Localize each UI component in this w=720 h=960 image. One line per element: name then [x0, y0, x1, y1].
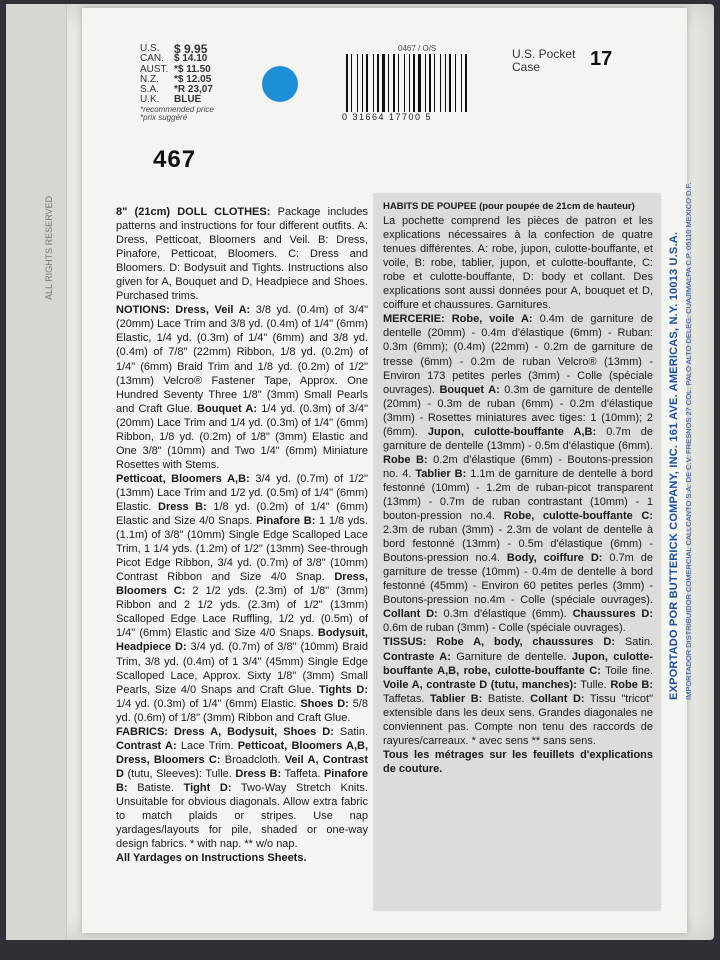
color-dot	[262, 66, 298, 102]
price-row: U.S. $ 9.95	[140, 42, 208, 56]
barcode-bar	[357, 54, 358, 112]
barcode-bar	[377, 54, 379, 112]
envelope-flap	[6, 4, 67, 940]
rights-text: ALL RIGHTS RESERVED	[44, 195, 54, 300]
price-note: *prix suggéré	[140, 112, 188, 122]
barcode-bar	[396, 54, 397, 112]
barcode-bar	[416, 54, 417, 112]
barcode-bar	[359, 54, 361, 112]
barcode-bar	[449, 54, 451, 112]
barcode-bar	[400, 54, 403, 112]
barcode-bar	[425, 54, 426, 112]
barcode-bar	[422, 54, 424, 112]
barcode-bar	[457, 54, 460, 112]
barcode-bar	[442, 54, 444, 112]
pattern-number: 467	[153, 146, 197, 173]
barcode-bar	[468, 54, 469, 112]
barcode	[346, 54, 491, 112]
price-row: AUST. *$ 11.50	[140, 63, 211, 75]
barcode-bar	[369, 54, 372, 112]
barcode-bar	[465, 54, 467, 112]
price-list	[140, 44, 214, 122]
pocket-case-number: 17	[590, 48, 613, 70]
barcode-bar	[429, 54, 431, 112]
barcode-bar	[349, 54, 350, 112]
barcode-bar	[353, 54, 356, 112]
barcode-bar	[380, 54, 381, 112]
barcode-bar	[427, 54, 428, 112]
barcode-bar	[375, 54, 376, 112]
barcode-bar	[452, 54, 454, 112]
barcode-bar	[418, 54, 421, 112]
barcode-bar	[364, 54, 365, 112]
barcode-bar	[366, 54, 368, 112]
french-description: HABITS DE POUPEE (pour poupée de 21cm de hauteur) La pochette comprend les pièces de patron et les explications nécessaires à la confection de quatre tenues différentes. A: robe, jupon, culotte-bouffante, et voile, B: robe, tablier, jupon, et culotte-bouffante, C: robe et culotte-bouffante, D: body et collant. Des explications sont aussi données pour A, bouquet et D, coiffure et chaussures. Garnitures. MERCERIE: Robe, voile A: 0.4m de garniture de dentelle (20mm) - 0.4m d'élastique (6mm) - Ruban: 0.3m (6mm); (0.4m) (22mm) - 0.2m de garniture de tresse (6mm) - 0.2m de ruban Velcro® (13mm) - Environ 173 petites perles (3mm) - Colle (spéciale ouvrages). Bouquet A: 0.3m de garniture de dentelle (20mm) - 0.3m de ruban (6mm) - 0.2m d'élastique (3mm) - Rosettes miniatures avec tiges: 1 (10mm); 2 (6mm). Jupon, culotte-bouffante A,B: 0.7m de garniture de dentelle (13mm) - 0.5m d'élastique (6mm). Robe B: 0.2m d'élastique (6mm) - Boutons-pression no. 4. Tablier B: 1.1m de garniture de dentelle à bord festonné (10mm) - 1.2m de ruban-picot transparent (13mm) - 0.7m de ruban contrastant (10mm) - 1 bouton-pression no.4. Robe, culotte-bouffante C: 2.3m de ruban (3mm) - 2.3m de volant de dentelle à bord festonné (13mm) - 0.5m d'élastique (6mm) - Boutons-pression no.4. Body, coiffure D: 0.7m de garniture de tresse (10mm) - 0.4m de dentelle à bord festonné (45mm) - Environ 60 petites perles (3mm) - Boutons-pression no.4m - Colle (spéciale ouvrages). Collant D: 0.3m d'élastique (6mm). Chaussures D: 0.6m de ruban (3mm) - Colle (spéciale ouvrages). TISSUS: Robe A, body, chaussures D: Satin. Contraste A: Garniture de dentelle. Jupon, culotte-bouffante A,B, robe, culotte-bouffante C: Toile fine. Voile A, contraste D (tutu, manches): Tulle. Robe B: Taffetas. Tablier B: Batiste. Collant D: Tissu "tricot" extensible dans les deux sens. Grandes diagonales ne conviennent pas. Compte non tenu des raccords de rayures/carreaux. * avec sens ** sans sens. Tous les métrages sur les feuillets d'explications de couture.	[383, 201, 654, 775]
english-description: 8" (21cm) DOLL CLOTHES: Package includes patterns and instructions for four different outfits. A: Dress, Petticoat, Bloomers and Veil. B: Dress, Pinafore, Petticoat, Bloomers. C: Dress and Bloomers. D: Bodysuit and Tights. Instructions also given for A, Bouquet and D, Headpiece and Shoes. Purchased trims. NOTIONS: Dress, Veil A: 3/8 yd. (0.4m) of 3/4" (20mm) Lace Trim and 3/8 yd. (0.4m) of 1/4" (6mm) Elastic, 1/4 yd. (0.3m) of 1/4" (6mm) and 3/8 yd. (0.4m) of 7/8" (22mm) Ribbon, 1/8 yd. (0.2m) of 1/4" (6mm) Braid Trim and 1/8 yd. (0.2m) of 1/2" (13mm) Velcro® Fastener Tape, Approx. One Hundred Seventy Three 1/8" (3mm) Small Pearls and Craft Glue. Bouquet A: 1/4 yd. (0.3m) of 3/4" (20mm) Lace Trim and 1/4 yd. (0.3m) of 1/4" (6mm) Ribbon, 1/8 yd. (0.2m) of 1/8" (3mm) Elastic and One 3/8" (10mm) and Two 1/4" (6mm) Miniature Rosettes with Stems. Petticoat, Bloomers A,B: 3/4 yd. (0.7m) of 1/2" (13mm) Lace Trim and 1/2 yd. (0.5m) of 1/4" (6mm) Elastic. Dress B: 1/8 yd. (0.2m) of 1/4" (6mm) Elastic and Size 4/0 Snaps. Pinafore B: 1 1/8 yds. (1.1m) of 3/8" (10mm) Single Edge Scalloped Lace Trim, 1 1/4 yds. (1.2m) of 1/2" (13mm) See-through Picot Edge Ribbon, 3/4 yd. (0.7m) of 3/8" (10mm) Contrast Ribbon and Size 4/0 Snap. Dress, Bloomers C: 2 1/2 yds. (2.3m) of 1/8" (3mm) Ribbon and 2 1/2 yds. (2.3m) of 1/2" (13mm) Scalloped Edge Lace Ruffling, 1/2 yd. (0.5m) of 1/4" (6mm) Elastic and Size 4/0 Snaps. Bodysuit, Headpiece D: 3/4 yd. (0.7m) of 3/8" (10mm) Braid Trim, 3/8 yd. (0.4m) of 1 3/4" (45mm) Single Edge Scalloped Lace, Approx. Sixty 1/8" (3mm) Small Pearls, Size 4/0 Snaps and Craft Glue. Tights D: 1/4 yd. (0.3m) of 1/4" (6mm) Elastic. Shoes D: 5/8 yd. (0.6m) of 1/8" (3mm) Ribbon and Craft Glue. FABRICS: Dress A, Bodysuit, Shoes D: Satin. Contrast A: Lace Trim. Petticoat, Bloomers A,B, Dress, Bloomers C: Broadcloth. Veil A, Contrast D (tutu, Sleeves): Tulle. Dress B: Taffeta. Pinafore B: Batiste. Tight D: Two-Way Stretch Knits. Unsuitable for obvious diagonals. Allow extra fabric to match plaids or stripes. Use nap yardages/layouts for pile, shaded or one-way design fabrics. * with nap. ** w/o nap. All Yardages on Instructions Sheets.	[116, 206, 369, 865]
barcode-bar	[373, 54, 374, 112]
barcode-bar	[390, 54, 392, 112]
barcode-bar	[398, 54, 399, 112]
french-title: HABITS DE POUPEE (pour poupée de 21cm de hauteur)	[383, 201, 635, 212]
importer-notice: IMPORTADOR DISTRIBUIDOR COMERCIAL CALLCANTO S.A. DE C.V. FRESNOS 27 COL. PALO ALTO DELEG. CUAJIMALPA C.P. 05110 MEXICO D.F.	[684, 182, 693, 700]
barcode-bar	[362, 54, 363, 112]
barcode-bar	[346, 54, 348, 112]
barcode-bar	[413, 54, 415, 112]
barcode-bar	[432, 54, 433, 112]
barcode-label: 0467 / O/S	[398, 44, 437, 53]
barcode-bar	[434, 54, 435, 112]
price-row: S.A. *R 23,07	[140, 84, 213, 96]
price-row: U.K. BLUE	[140, 94, 202, 106]
barcode-bar	[445, 54, 446, 112]
barcode-bar	[406, 54, 408, 112]
pocket-case-label: U.S. Pocket Case	[512, 47, 576, 74]
price-note: *recommended price	[140, 104, 214, 114]
barcode-bar	[455, 54, 456, 112]
barcode-bar	[386, 54, 387, 112]
export-notice: EXPORTADO POR BUTTERICK COMPANY, INC. 161 AVE. AMERICAS, N.Y. 10013 U.S.A.	[668, 231, 680, 700]
barcode-bar	[436, 54, 439, 112]
barcode-bar	[440, 54, 441, 112]
barcode-bar	[388, 54, 389, 112]
barcode-bar	[382, 54, 385, 112]
barcode-bar	[351, 54, 352, 112]
barcode-bar	[447, 54, 448, 112]
barcode-bar	[404, 54, 405, 112]
barcode-bar	[393, 54, 395, 112]
barcode-bar	[409, 54, 410, 112]
price-row: N.Z. *$ 12.05	[140, 73, 212, 85]
barcode-digits: 0 31664 17700 5	[342, 112, 433, 122]
barcode-bar	[463, 54, 464, 112]
price-row: CAN. $ 14.10	[140, 53, 208, 65]
barcode-bar	[461, 54, 462, 112]
barcode-bar	[411, 54, 412, 112]
